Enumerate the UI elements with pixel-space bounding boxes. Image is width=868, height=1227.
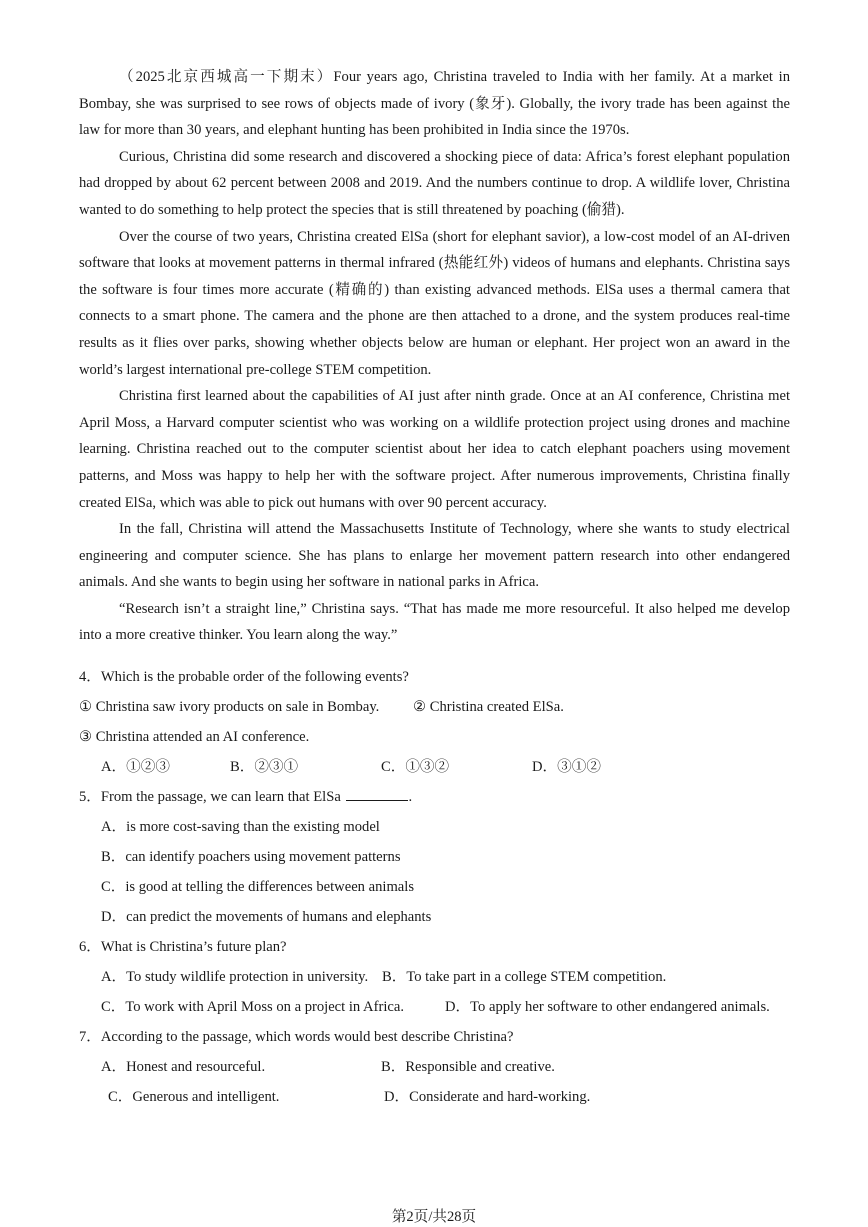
page-number: 第2页/共28页 — [391, 1209, 477, 1225]
q5-stem — [79, 782, 799, 812]
q6-option-c[interactable]: C．To work with April Moss on a project in Africa. — [101, 999, 404, 1015]
q4-option-c[interactable]: C．①③② — [381, 759, 450, 775]
question-list — [79, 662, 799, 1112]
q4-option-a[interactable]: A．①②③ — [101, 759, 170, 775]
source-tag: （2025北京西城高一下期末） — [119, 69, 334, 85]
passage-paragraph-3: Over the course of two years, Christina created ElSa (short for elephant savior), a low-cost model of an AI-driven software that looks at movement patterns in thermal infrared (热能红外) videos of humans and elephants. Christina says the software is four times more accurate (精确的) than existing advanced methods. ElSa uses a thermal camera that connects to a smart phone. The camera and the phone are then attached to a drone, and the system produces real-time results as it flies over parks, showing whether objects below are human or elephant. Her project won an award in the world’s largest international pre-college STEM competition. — [79, 228, 790, 378]
passage-paragraph-5: In the fall, Christina will attend the Massachusetts Institute of Technology, where she wants to study electrical engineering and computer science. She has plans to enlarge her movement pattern research into other endangered animals. And she wants to begin using her software in national parks in Africa. — [79, 521, 790, 591]
passage-paragraph-2: Curious, Christina did some research and discovered a shocking piece of data: Africa’s forest elephant population had dropped by about 62 percent between 2008 and 2019. And the numbers continue to drop. A wildlife lover, Christina wanted to do something to help protect the species that is still threatened by poaching (偷猎). — [79, 148, 790, 218]
q7-option-d[interactable]: D．Considerate and hard-working. — [384, 1089, 591, 1105]
q5-option-d[interactable]: D．can predict the movements of humans and elephants — [101, 909, 432, 925]
q5-option-a[interactable]: A．is more cost-saving than the existing model — [101, 819, 380, 835]
q5-stem-end: . — [408, 789, 413, 805]
q7-options-row-1 — [79, 1052, 799, 1082]
q6-stem: 6．What is Christina’s future plan? — [79, 939, 287, 955]
q7-option-c[interactable]: C．Generous and intelligent. — [108, 1089, 280, 1105]
q7-stem: 7．According to the passage, which words would best describe Christina? — [79, 1029, 514, 1045]
q4-event-2: ② Christina created ElSa. — [413, 699, 564, 715]
q4-options — [79, 752, 799, 782]
q4-event-3: ③ Christina attended an AI conference. — [79, 729, 310, 745]
q7-options-row-2 — [79, 1082, 799, 1112]
passage-paragraph-6: “Research isn’t a straight line,” Christina says. “That has made me more resourceful. It also helped me develop into a more creative thinker. You learn along the way.” — [79, 600, 790, 644]
q4-stem: 4．Which is the probable order of the following events? — [79, 669, 409, 685]
q6-option-a[interactable]: A．To study wildlife protection in university. — [101, 969, 369, 985]
q7-option-b[interactable]: B．Responsible and creative. — [381, 1059, 555, 1075]
q7-option-a[interactable]: A．Honest and resourceful. — [101, 1059, 266, 1075]
paragraph-1-text: Four years ago, Christina traveled to India with her family. At a market in Bombay, she was surprised to see rows of objects made of ivory (象牙). Globally, the ivory trade has been against the law for more than 30 years, and elephant hunting has been prohibited in India since the 1970s. — [79, 69, 790, 139]
q5-option-b[interactable]: B．can identify poachers using movement patterns — [101, 849, 401, 865]
reading-passage — [79, 64, 790, 649]
q6-options-row-2 — [79, 992, 799, 1022]
q4-option-d[interactable]: D．③①② — [532, 759, 601, 775]
q4-option-b[interactable]: B．②③① — [230, 759, 299, 775]
q6-option-d[interactable]: D．To apply her software to other endangered animals. — [445, 999, 770, 1015]
q4-events-row-1 — [79, 692, 799, 722]
q5-stem-text: 5．From the passage, we can learn that ElSa — [79, 789, 341, 805]
q4-event-1: ① Christina saw ivory products on sale in Bombay. — [79, 699, 380, 715]
q6-option-b[interactable]: B．To take part in a college STEM competition. — [382, 969, 667, 985]
passage-paragraph-1 — [79, 64, 790, 144]
passage-paragraph-4: Christina first learned about the capabilities of AI just after ninth grade. Once at an AI conference, Christina met April Moss, a Harvard computer scientist who was working on a wildlife protection project using drones and machine learning. Christina reached out to the computer scientist about her idea to catch elephant poachers using movement patterns, and Moss was happy to help her with the software project. After numerous improvements, Christina finally created ElSa, which was able to pick out humans with over 90 percent accuracy. — [79, 388, 790, 511]
q5-option-c[interactable]: C．is good at telling the differences between animals — [101, 879, 415, 895]
q5-answer-blank — [346, 786, 408, 801]
q4-events-row-2 — [79, 722, 799, 752]
q6-options-row-1 — [79, 962, 799, 992]
